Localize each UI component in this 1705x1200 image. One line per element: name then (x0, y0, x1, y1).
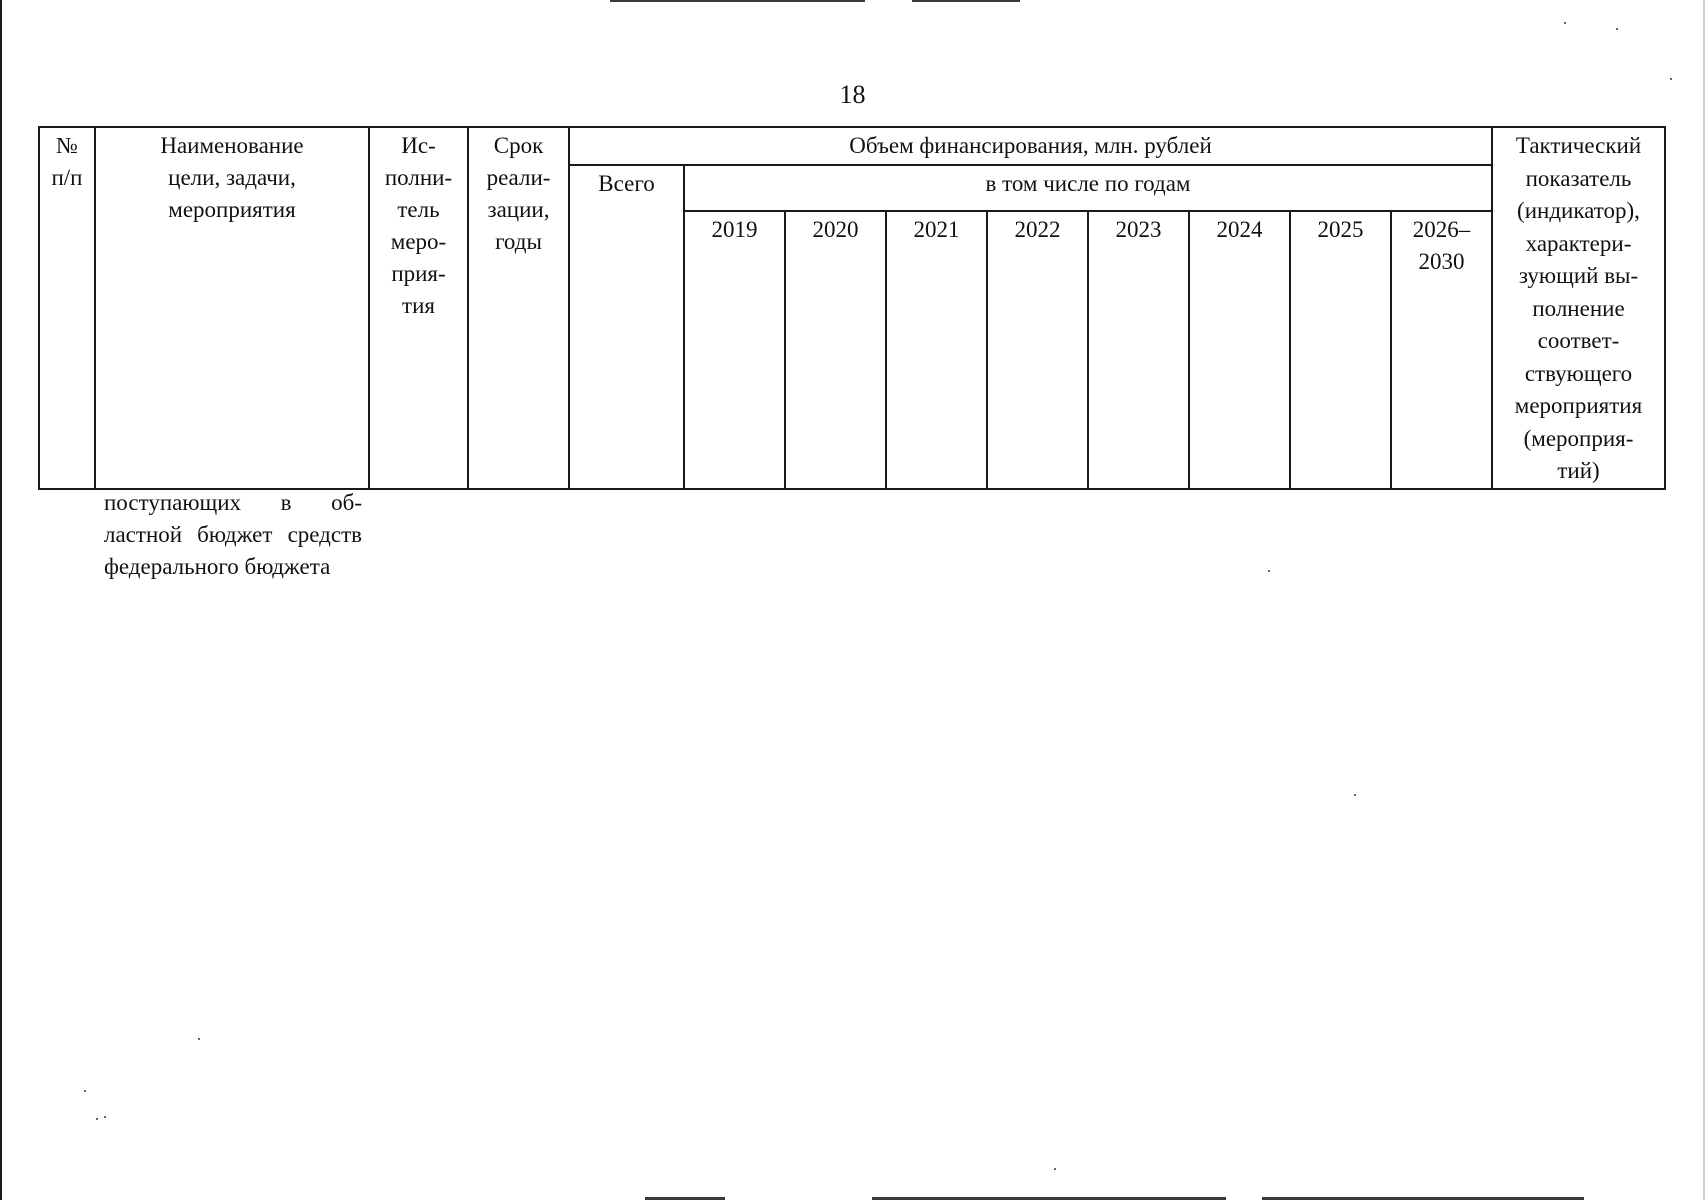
scan-speck (1564, 22, 1566, 24)
header-by-years: в том числе по годам (684, 165, 1492, 211)
scan-speck (1268, 570, 1270, 572)
scan-speck (198, 1038, 200, 1040)
header-term: Срок реали- зации, годы (468, 127, 569, 489)
header-year: 2023 (1088, 211, 1189, 489)
page-number: 18 (839, 80, 866, 109)
header-indicator: Тактический показатель (индикатор), характери- зующий вы- полнение соответ- ствующего мероприятия (мероприя- тий) (1492, 127, 1665, 489)
header-year: 2026– 2030 (1391, 211, 1492, 489)
scan-speck (84, 1090, 86, 1092)
financing-plan-table (38, 126, 1666, 490)
scan-speck (96, 1118, 98, 1120)
scan-speck (1054, 1168, 1056, 1170)
header-year: 2020 (785, 211, 886, 489)
scan-artifact-top (610, 0, 865, 2)
continuation-text: поступающих в об-ластной бюджет средств федерального бюджета (104, 490, 362, 579)
header-total: Всего (569, 165, 684, 489)
scan-speck (104, 1116, 106, 1118)
header-year: 2021 (886, 211, 987, 489)
header-name: Наименование цели, задачи, мероприятия (95, 127, 369, 489)
header-year: 2022 (987, 211, 1088, 489)
header-financing: Объем финансирования, млн. рублей (569, 127, 1492, 165)
scan-artifact-top (912, 0, 1020, 2)
page-left-edge (0, 0, 2, 1200)
scan-speck (1354, 794, 1356, 796)
scan-speck (1616, 28, 1618, 30)
header-year: 2024 (1189, 211, 1290, 489)
header-year: 2019 (684, 211, 785, 489)
header-executor: Ис- полни- тель меро- прия- тия (369, 127, 468, 489)
header-year: 2025 (1290, 211, 1391, 489)
header-number: № п/п (39, 127, 95, 489)
